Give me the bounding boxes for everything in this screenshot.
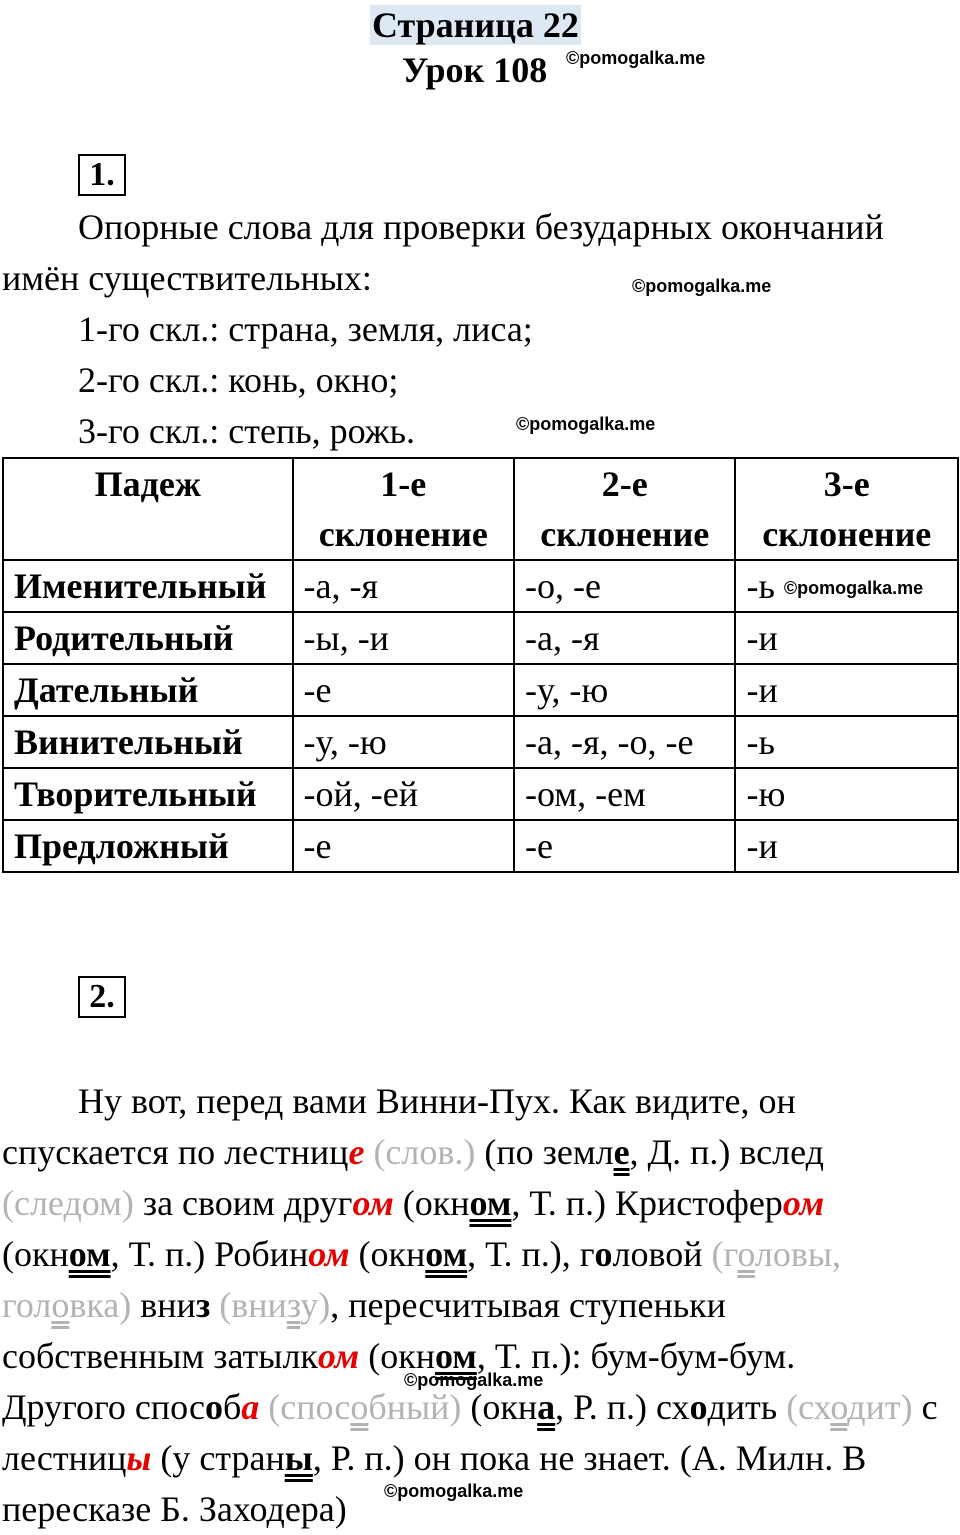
verification-note: у) [300,1285,331,1325]
text-segment: Ну вот, перед вами Винни-Пух. Как видите, он [78,1081,796,1121]
stressed-letter: о [594,1234,613,1274]
text-line [2,1076,960,1127]
text-segment: , Д. п.) вслед [629,1132,824,1172]
text-segment [210,1285,219,1325]
text-segment: спускается по лестниц [2,1132,349,1172]
verification-note: ловы, [754,1234,842,1274]
watermark: ©pomogalka.me [783,578,924,598]
text-line [2,1433,960,1484]
text-segment: , Р. п.) сх [555,1387,690,1427]
lesson-title: Урок 108 [402,50,548,90]
verification-letter: з [286,1285,301,1325]
text-segment: , Т. п.) Робин [110,1234,309,1274]
ending-cell: -а, -я [514,612,735,664]
case-cell: Дательный [3,664,293,716]
text-segment: Другого спос [2,1387,205,1427]
watermark: ©pomogalka.me [566,48,706,68]
header-decl-2: 2-е склонение [514,458,735,560]
ending-cell: -ой, -ей [293,768,514,820]
text-segment [259,1387,268,1427]
ending-cell: -е [293,664,514,716]
ending-cell: -е [293,820,514,872]
case-cell: Винительный [3,716,293,768]
check-word-ending: ом [469,1183,512,1223]
ending-cell: -и [735,664,958,716]
watermark: ©pomogalka.me [516,414,656,434]
check-word-ending: е [613,1132,630,1172]
check-word-ending: ы [284,1438,313,1478]
watermark: ©pomogalka.me [404,1370,544,1390]
text-segment: , Т. п.) Кристофер [511,1183,783,1223]
header-case: Падеж [3,458,293,560]
ending-letter: ы [126,1438,152,1478]
case-cell: Именительный [3,560,293,612]
ending-cell: -а, -я, -о, -е [514,716,735,768]
task-1-intro-line-1: Опорные слова для проверки безударных окончаний [78,207,884,247]
header-decl-3: 3-е склонение [735,458,958,560]
table-row [3,820,958,872]
ending-cell: -у, -ю [514,664,735,716]
text-segment: (окн [349,1234,426,1274]
ending-cell: -а, -я [293,560,514,612]
ending-letter: а [241,1387,260,1427]
text-segment: ловой [612,1234,712,1274]
verification-note: ом) [81,1183,134,1223]
text-segment: (окн [359,1336,435,1376]
task-2-number: 2. [78,976,126,1018]
task-2-text [2,1076,960,1535]
table-row [3,664,958,716]
watermark: ©pomogalka.me [384,1481,524,1501]
ending-cell: -е [514,820,735,872]
ending-letter: е [348,1132,365,1172]
text-segment: с [912,1387,938,1427]
ending-cell: -ю [735,768,958,820]
case-cell: Родительный [3,612,293,664]
text-segment: дить [707,1387,787,1427]
verification-note: (сле [2,1183,64,1223]
declension-1-words: 1-го скл.: страна, земля, лиса; [78,309,533,349]
verification-letter: о [51,1285,70,1325]
task-1-intro-line-2: имён существительных: [2,258,372,298]
stressed-letter: о [204,1387,223,1427]
text-segment: вни [131,1285,196,1325]
declension-2-words: 2-го скл.: конь, окно; [78,360,399,400]
check-word-ending: ом [434,1336,477,1376]
text-segment: (окн [2,1234,69,1274]
text-line [2,1178,960,1229]
check-word-ending: ом [425,1234,468,1274]
ending-cell: -ы, -и [293,612,514,664]
text-segment: (окн [393,1183,470,1223]
case-cell: Предложный [3,820,293,872]
text-segment: , Т. п.): бум-бум-бум. [476,1336,796,1376]
verification-note: бный) [368,1387,462,1427]
ending-cell: -о, -е [514,560,735,612]
ending-letter: ом [317,1336,360,1376]
table-row [3,560,958,612]
header-decl-1: 1-е склонение [293,458,514,560]
declension-3-words: 3-го скл.: степь, рожь. [78,411,416,451]
ending-letter: ом [308,1234,350,1274]
table-row [3,768,958,820]
stressed-letter: о [689,1387,708,1427]
ending-cell: -ом, -ем [514,768,735,820]
declension-table [2,457,959,873]
table-header-row [3,458,958,560]
ending-cell: -у, -ю [293,716,514,768]
verification-letter: о [830,1387,848,1427]
verification-note: (слов.) [373,1132,476,1172]
text-line [2,1229,960,1280]
case-cell: Творительный [3,768,293,820]
ending-cell: -ь [735,716,958,768]
ending-letter: ом [782,1183,825,1223]
ending-letter: ом [352,1183,394,1223]
verification-note: (сх [786,1387,831,1427]
text-segment: б [222,1387,242,1427]
verification-letter: о [737,1234,755,1274]
verification-note: (спос [268,1387,351,1427]
text-segment: за своим друг [133,1183,353,1223]
ending-cell: -и [735,820,958,872]
page-title: Страница 22 [372,5,579,45]
watermark: ©pomogalka.me [632,276,772,296]
text-segment: собственным затылк [2,1336,318,1376]
check-word-ending: ом [68,1234,111,1274]
table-row [3,716,958,768]
ending-cell: -и [735,612,958,664]
verification-note: (вни [219,1285,287,1325]
verification-note: вка) [69,1285,132,1325]
verification-note: (г [711,1234,738,1274]
text-segment: (окн [461,1387,538,1427]
text-segment: (у стран [151,1438,285,1478]
text-segment: , пересчитывая ступеньки [330,1285,726,1325]
task-1-number: 1. [78,154,126,196]
text-segment: (по земл [475,1132,614,1172]
text-segment: , Т. п.), г [467,1234,595,1274]
text-line [2,1280,960,1331]
table-row [3,612,958,664]
text-segment: пересказе Б. Заходера) [2,1489,347,1529]
verification-letter: о [350,1387,369,1427]
text-segment: , Р. п.) он пока не знает. (А. Милн. В [312,1438,867,1478]
stressed-letter: з [195,1285,211,1325]
ending-cell: -ь ©pomogalka.me [735,560,958,612]
text-line [2,1127,960,1178]
verification-note: гол [2,1285,52,1325]
check-word-ending: а [537,1387,556,1427]
text-segment: лестниц [2,1438,127,1478]
verification-letter: д [63,1183,82,1223]
verification-note: дит) [847,1387,913,1427]
